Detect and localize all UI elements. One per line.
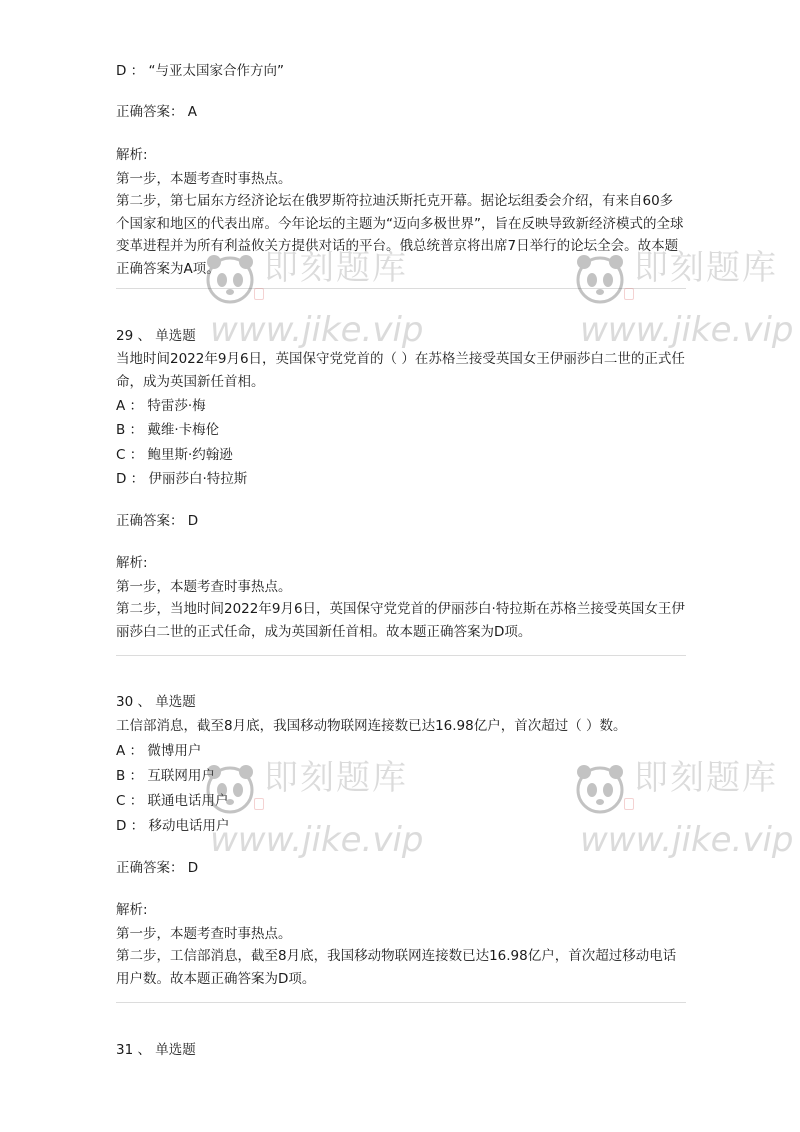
divider <box>116 288 686 289</box>
prev-option-d: D ： “与亚太国家合作方向” <box>116 63 284 79</box>
watermark-url: www.jike.vip <box>210 310 424 350</box>
q30-option-d: D ： 移动电话用户 <box>116 818 230 834</box>
seal-icon <box>624 798 634 810</box>
watermark-cn: 即刻题库 <box>634 758 778 798</box>
prev-analysis-label: 解析: <box>116 147 148 163</box>
watermark-url: www.jike.vip <box>580 310 794 350</box>
q29-analysis-step2: 第二步，当地时间2022年9月6日，英国保守党党首的伊丽莎白·特拉斯在苏格兰接受英国女王伊丽莎白二世的正式任命，成为英国新任首相。故本题正确答案为D项。 <box>116 601 685 640</box>
seal-icon <box>254 288 264 300</box>
watermark-cn: 即刻题库 <box>634 248 778 288</box>
q30-analysis-step1: 第一步，本题考查时事热点。 <box>116 926 292 942</box>
q29-option-c: C ： 鲍里斯·约翰逊 <box>116 447 233 463</box>
q30-option-a: A ： 微博用户 <box>116 743 202 759</box>
q30-answer: 正确答案： D <box>116 860 199 876</box>
q29-stem: 当地时间2022年9月6日，英国保守党党首的（ ）在苏格兰接受英国女王伊丽莎白二世的正式任命，成为英国新任首相。 <box>116 351 685 390</box>
q29-analysis-label: 解析: <box>116 555 148 571</box>
q30-analysis-step2: 第二步，工信部消息，截至8月底，我国移动物联网连接数已达16.98亿户，首次超过移动电话用户数。故本题正确答案为D项。 <box>116 948 677 987</box>
q29-option-b: B ： 戴维·卡梅伦 <box>116 422 220 438</box>
q30-header: 30 、 单选题 <box>116 694 196 710</box>
panda-logo-icon <box>570 760 630 820</box>
q29-header: 29 、 单选题 <box>116 328 196 344</box>
watermark <box>570 750 800 880</box>
watermark <box>200 750 440 880</box>
watermark-cn: 即刻题库 <box>264 758 408 798</box>
q29-option-d: D ： 伊丽莎白·特拉斯 <box>116 471 248 487</box>
watermark-cn: 即刻题库 <box>264 248 408 288</box>
q30-option-c: C ： 联通电话用户 <box>116 793 229 809</box>
prev-analysis-step2: 第二步，第七届东方经济论坛在俄罗斯符拉迪沃斯托克开幕。据论坛组委会介绍，有来自60多个国家和地区的代表出席。今年论坛的主题为“迈向多极世界”，旨在反映导致新经济模式的全球变革进程并为所有利益攸关方提供对话的平台。俄总统普京将出席7日举行的论坛全会。故本题正确答案为A项。 <box>116 193 684 277</box>
seal-icon <box>624 288 634 300</box>
seal-icon <box>254 798 264 810</box>
q29-answer: 正确答案： D <box>116 513 199 529</box>
divider <box>116 655 686 656</box>
prev-answer: 正确答案： A <box>116 104 198 120</box>
q30-option-b: B ： 互联网用户 <box>116 768 215 784</box>
q29-analysis-step1: 第一步，本题考查时事热点。 <box>116 579 292 595</box>
q30-stem: 工信部消息，截至8月底，我国移动物联网连接数已达16.98亿户，首次超过（ ）数。 <box>116 718 627 734</box>
prev-analysis-step1: 第一步，本题考查时事热点。 <box>116 171 292 187</box>
watermark-url: www.jike.vip <box>210 820 424 860</box>
divider <box>116 1002 686 1003</box>
q30-analysis-label: 解析: <box>116 902 148 918</box>
q29-option-a: A ： 特雷莎·梅 <box>116 398 206 414</box>
watermark-url: www.jike.vip <box>580 820 794 860</box>
q31-header: 31 、 单选题 <box>116 1042 196 1058</box>
